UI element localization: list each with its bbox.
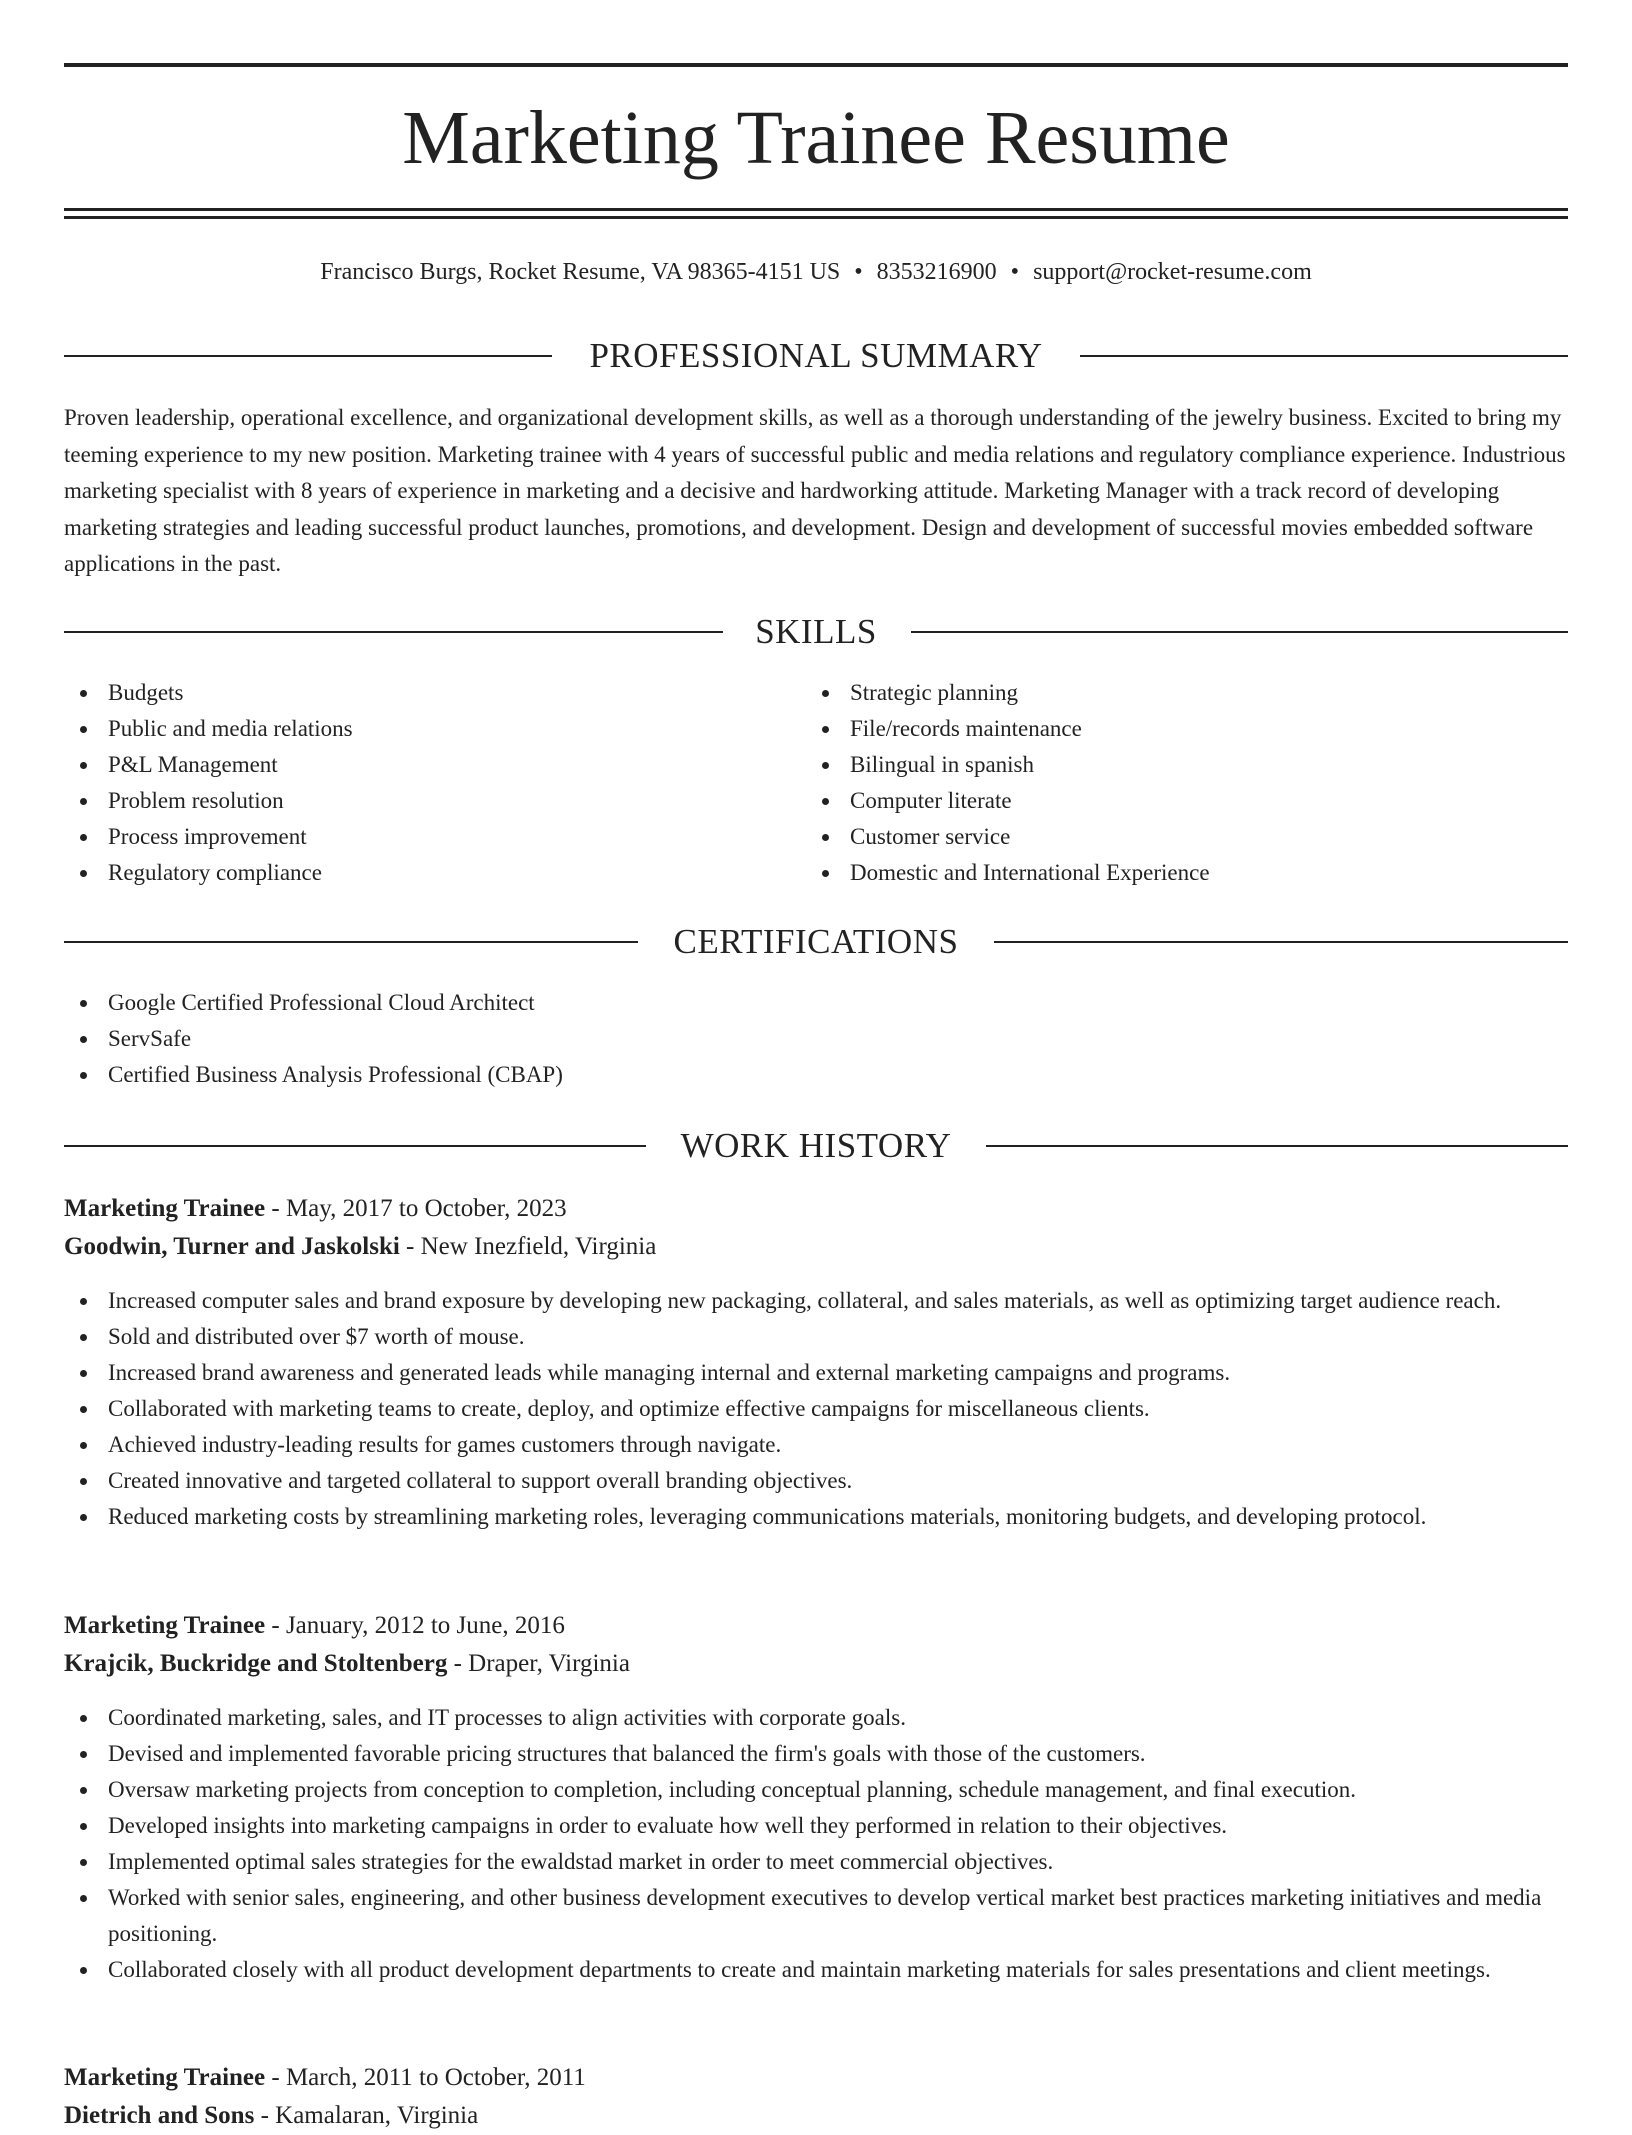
section-header-skills <box>64 610 1568 654</box>
job-location: - Kamalaran, Virginia <box>254 2102 479 2129</box>
job-title: Marketing Trainee <box>64 1612 266 1639</box>
title-rule-upper <box>64 208 1568 211</box>
job-bullet: Increased computer sales and brand exposure by developing new packaging, collateral, and sales materials, as well as optimizing target audience reach. <box>64 1283 1568 1319</box>
skill-item: Strategic planning <box>806 675 1566 711</box>
skills-list-right <box>806 675 1566 891</box>
certification-item: Certified Business Analysis Professional (CBAP) <box>64 1057 1568 1093</box>
skill-item: Domestic and International Experience <box>806 855 1566 891</box>
job-location: - New Inezfield, Virginia <box>399 1233 657 1260</box>
skill-item: Budgets <box>64 675 804 711</box>
skill-item: Computer literate <box>806 783 1566 819</box>
certification-item: Google Certified Professional Cloud Architect <box>64 985 1568 1021</box>
skill-item: File/records maintenance <box>806 711 1566 747</box>
section-title-work-history: WORK HISTORY <box>680 1126 952 1165</box>
job-bullet: Developed insights into marketing campaigns in order to evaluate how well they performed in relation to their objectives. <box>64 1808 1568 1844</box>
job-bullets <box>64 1283 1568 1535</box>
job-dates: - January, 2012 to June, 2016 <box>265 1612 565 1639</box>
contact-email: support@rocket-resume.com <box>1033 259 1312 285</box>
summary-paragraph: Proven leadership, operational excellence, and organizational development skills, as well as a thorough understanding of the jewelry business. Excited to bring my teeming experience to my new position. Marketing trainee with 4 years of successful public and media relations and regulatory compliance experience. Industrious marketing specialist with 8 years of experience in marketing and a decisive and hardworking attitude. Marketing Manager with a track record of developing marketing strategies and leading successful product launches, promotions, and development. Design and development of successful movies embedded software applications in the past. <box>64 405 1566 576</box>
skill-item: P&L Management <box>64 747 804 783</box>
job-dates: - March, 2011 to October, 2011 <box>265 2064 586 2091</box>
job-bullet: Worked with senior sales, engineering, and other business development executives to develop vertical market best practices marketing initiatives and media positioning. <box>64 1880 1568 1952</box>
job-title: Marketing Trainee <box>64 1195 266 1222</box>
job-title: Marketing Trainee <box>64 2064 266 2091</box>
job-company-line <box>64 1228 1568 1266</box>
job-title-line <box>64 1607 1568 1645</box>
job-company-line <box>64 2097 1568 2135</box>
skill-item: Regulatory compliance <box>64 855 804 891</box>
contact-separator: • <box>854 259 863 285</box>
section-title-certifications: CERTIFICATIONS <box>673 922 959 961</box>
contact-line <box>64 254 1568 290</box>
job-bullet: Achieved industry-leading results for games customers through navigate. <box>64 1427 1568 1463</box>
job-bullet: Collaborated closely with all product development departments to create and maintain marketing materials for sales presentations and client meetings. <box>64 1952 1568 1988</box>
job-company: Dietrich and Sons <box>64 2102 255 2129</box>
job-company-line <box>64 1645 1568 1683</box>
job-bullet: Collaborated with marketing teams to create, deploy, and optimize effective campaigns for miscellaneous clients. <box>64 1391 1568 1427</box>
job-bullet: Implemented optimal sales strategies for the ewaldstad market in order to meet commercial objectives. <box>64 1844 1568 1880</box>
section-title-summary: PROFESSIONAL SUMMARY <box>589 336 1043 375</box>
contact-phone: 8353216900 <box>876 259 997 285</box>
skill-item: Problem resolution <box>64 783 804 819</box>
skill-item: Bilingual in spanish <box>806 747 1566 783</box>
job-bullet: Oversaw marketing projects from conception to completion, including conceptual planning, schedule management, and final execution. <box>64 1772 1568 1808</box>
skill-item: Customer service <box>806 819 1566 855</box>
job-location: - Draper, Virginia <box>447 1650 630 1677</box>
section-header-work-history <box>64 1124 1568 1168</box>
page-title: Marketing Trainee Resume <box>402 96 1230 180</box>
job-bullets <box>64 1700 1568 1988</box>
section-header-certifications <box>64 920 1568 964</box>
job-bullet: Devised and implemented favorable pricing structures that balanced the firm's goals with those of the customers. <box>64 1736 1568 1772</box>
skill-item: Public and media relations <box>64 711 804 747</box>
job-bullet: Increased brand awareness and generated leads while managing internal and external marketing campaigns and programs. <box>64 1355 1568 1391</box>
job-bullet: Reduced marketing costs by streamlining marketing roles, leveraging communications materials, monitoring budgets, and developing protocol. <box>64 1499 1568 1535</box>
section-header-summary <box>64 334 1568 378</box>
title-rule-lower <box>64 216 1568 219</box>
top-rule <box>64 63 1568 67</box>
contact-address: Francisco Burgs, Rocket Resume, VA 98365-4151 US <box>320 259 841 285</box>
job-bullet: Sold and distributed over $7 worth of mouse. <box>64 1319 1568 1355</box>
job-title-line <box>64 2059 1568 2097</box>
skills-list-left <box>64 675 804 891</box>
job-company: Krajcik, Buckridge and Stoltenberg <box>64 1650 448 1677</box>
job-title-line <box>64 1190 1568 1228</box>
job-bullet: Created innovative and targeted collateral to support overall branding objectives. <box>64 1463 1568 1499</box>
job-dates: - May, 2017 to October, 2023 <box>265 1195 567 1222</box>
certification-item: ServSafe <box>64 1021 1568 1057</box>
section-title-skills: SKILLS <box>755 612 877 651</box>
certifications-list <box>64 985 1568 1093</box>
skill-item: Process improvement <box>64 819 804 855</box>
job-bullet: Coordinated marketing, sales, and IT processes to align activities with corporate goals. <box>64 1700 1568 1736</box>
job-company: Goodwin, Turner and Jaskolski <box>64 1233 400 1260</box>
contact-separator: • <box>1010 259 1020 285</box>
